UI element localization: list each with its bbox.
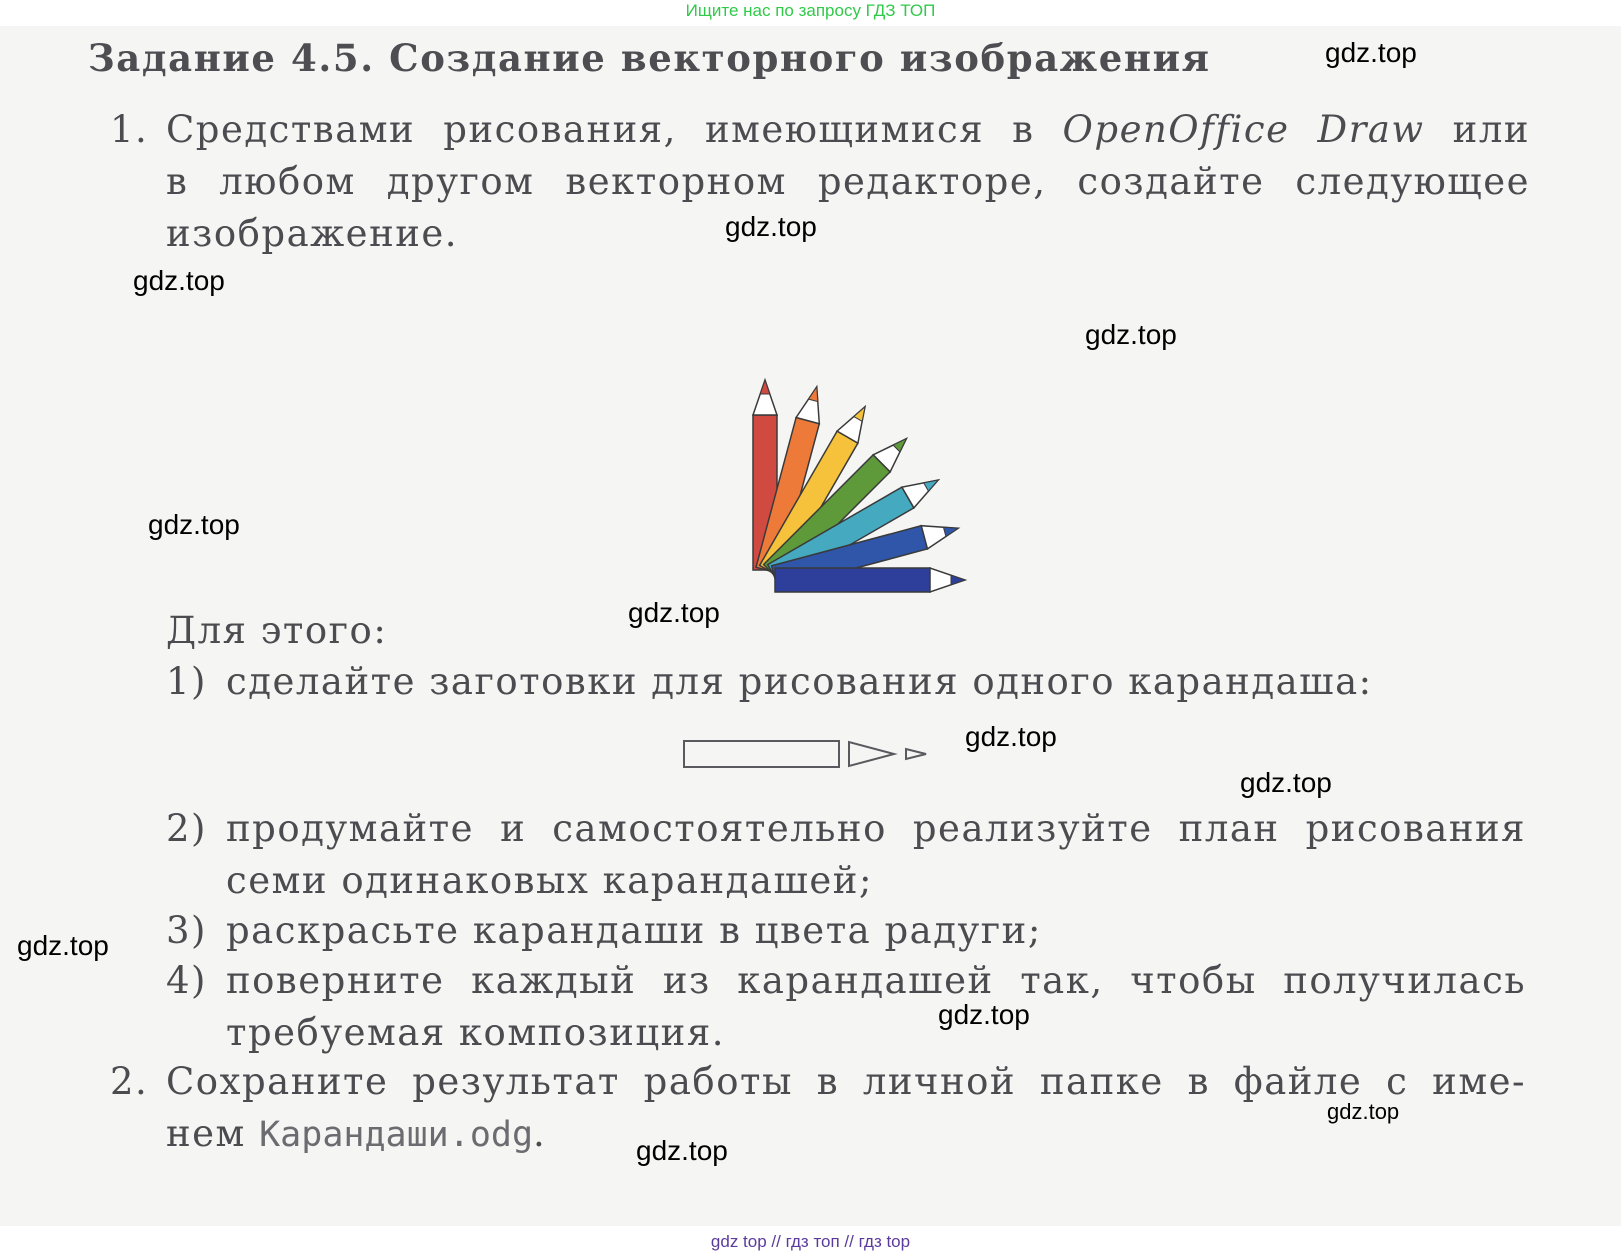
step-1-line-1: сделайте заготовки для рисования одного карандаша: (226, 660, 1373, 703)
task-1-line-2: в любом другом векторном редакторе, создайте следующее (166, 160, 1530, 203)
pencil-tip (921, 517, 961, 549)
step-2-line-1: продумайте и самостоятельно реализуйте план рисования (226, 807, 1526, 850)
step-3 (166, 905, 1526, 957)
task-1-line-3: изображение. (166, 212, 459, 255)
watermark: gdz.top (965, 721, 1057, 752)
step-2 (166, 803, 1526, 907)
step-4-number: 4) (166, 959, 207, 1002)
pencil-lead-blank (906, 749, 926, 759)
task-1 (110, 104, 1530, 260)
pencil-tip (796, 384, 828, 424)
task-1-line-1: Средствами рисования, имеющимися в OpenOffice Draw или (166, 108, 1530, 151)
pencil-fan-illustration (630, 255, 990, 615)
pencil-lead (809, 386, 822, 402)
task-2-line-2: нем Карандаши.odg. (166, 1112, 547, 1155)
watermark: gdz.top (1085, 319, 1177, 350)
task-1-number: 1. (110, 108, 149, 151)
watermark: gdz.top (1327, 1099, 1400, 1124)
step-2-line-2: семи одинаковых карандашей; (226, 859, 873, 902)
pencil-blank-outline (680, 735, 940, 775)
watermark: gdz.top (1325, 37, 1417, 68)
pencil-body-blank (684, 741, 839, 767)
footer-links: gdz top // гдз топ // гдз top (710, 1232, 911, 1251)
task-2-number: 2. (110, 1060, 149, 1103)
step-4 (166, 955, 1526, 1059)
app-name: OpenOffice Draw (1062, 108, 1425, 151)
task-2-line-1: Сохраните результат работы в личной папке в файле с име- (166, 1060, 1526, 1103)
watermark: gdz.top (148, 509, 240, 540)
step-4-line-1: поверните каждый из карандашей так, чтобы получилась (226, 959, 1526, 1002)
watermark: gdz.top (725, 211, 817, 242)
page-title: Задание 4.5. Создание векторного изображения (88, 36, 1211, 80)
watermark: gdz.top (628, 597, 720, 628)
step-1-number: 1) (166, 660, 207, 703)
pencil-lead (943, 524, 959, 537)
step-4-line-2: требуемая композиция. (226, 1011, 725, 1054)
watermark: gdz.top (133, 265, 225, 296)
pencil-tip-blank (849, 742, 894, 766)
file-name: Карандаши.odg (259, 1115, 534, 1155)
step-1 (166, 656, 1466, 708)
step-2-number: 2) (166, 807, 207, 850)
step-3-number: 3) (166, 909, 207, 952)
task-2 (110, 1056, 1526, 1161)
step-3-line-1: раскрасьте карандаши в цвета радуги; (226, 909, 1042, 952)
watermark: gdz.top (636, 1135, 728, 1166)
top-banner: Ищите нас по запросу ГДЗ ТОП (685, 1, 936, 20)
steps-intro: Для этого: (166, 609, 388, 652)
pencil-body (775, 568, 930, 592)
pencil-lead (951, 575, 965, 585)
watermark: gdz.top (1240, 767, 1332, 798)
pencil-lead (760, 380, 770, 394)
pencil (775, 568, 965, 592)
watermark: gdz.top (17, 930, 109, 961)
watermark: gdz.top (938, 999, 1030, 1030)
